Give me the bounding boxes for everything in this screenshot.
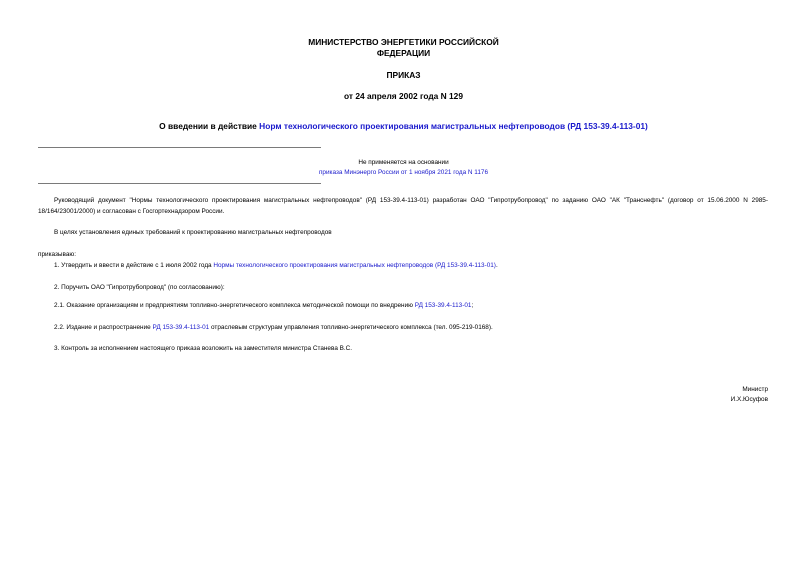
- order-item-1-end: .: [495, 262, 498, 269]
- divider-bottom: [38, 183, 321, 184]
- signature-name: И.Х.Юсуфов: [730, 396, 768, 403]
- repeal-order-link[interactable]: приказа Минэнерго России от 1 ноября 2021 года N 1176: [318, 169, 489, 176]
- order-item-2-2: [54, 322, 493, 333]
- status-notice-text: Не применяется на основании: [358, 159, 449, 166]
- divider-top: [38, 147, 321, 148]
- order-item-3: 3. Контроль за исполнением настоящего приказа возложить на заместителя министра Станева В.С.: [54, 345, 353, 352]
- ministry-line-2: ФЕДЕРАЦИИ: [376, 48, 431, 58]
- order-item-2-1-rd-link[interactable]: РД 153-39.4-113-01: [414, 302, 472, 309]
- ministry-name: [0, 37, 807, 59]
- signature-position: Министр: [742, 386, 768, 393]
- document-date: от 24 апреля 2002 года N 129: [344, 91, 463, 101]
- order-item-2-1-text: 2.1. Оказание организациям и предприятиям топливно-энергетического комплекса методической помощи по внедрению: [54, 302, 415, 309]
- orders-paragraph: приказываю:: [38, 251, 76, 258]
- ministry-line-1: МИНИСТЕРСТВО ЭНЕРГЕТИКИ РОССИЙСКОЙ: [308, 37, 499, 47]
- goal-paragraph: В целях установления единых требований к проектированию магистральных нефтепроводов: [54, 229, 332, 236]
- title-norms-link[interactable]: Норм технологического проектирования магистральных нефтепроводов (РД 153-39.4-113-01): [259, 121, 648, 131]
- document-type: ПРИКАЗ: [386, 70, 421, 80]
- title-prefix: О введении в действие: [159, 121, 260, 131]
- status-notice-link-line: [0, 168, 807, 178]
- order-item-2-2-text: 2.2. Издание и распространение: [54, 324, 153, 331]
- order-item-2: 2. Поручить ОАО "Гипротрубопровод" (по согласованию):: [54, 284, 225, 291]
- intro-paragraph: Руководящий документ "Нормы технологического проектирования магистральных нефтепроводов" (РД 153-39.4-113-01) разработан ОАО "Гипротрубопровод" по заданию ОАО "АК "Транснефть" (договор от 15.06.2000 N 2985-18/164/23001/2000) и согласован с Госгортехнадзором России.: [38, 197, 768, 215]
- order-item-1-text: 1. Утвердить и ввести в действие с 1 июля 2002 года: [54, 262, 214, 269]
- order-item-2-2-end: отраслевым структурам управления топливно-энергетического комплекса (тел. 095-219-0168).: [209, 324, 493, 331]
- order-item-1: [54, 260, 498, 271]
- order-item-2-1-end: ;: [471, 302, 474, 309]
- order-item-1-norms-link[interactable]: Нормы технологического проектирования магистральных нефтепроводов (РД 153-39.4-113-01): [213, 262, 496, 269]
- order-item-2-2-rd-link[interactable]: РД 153-39.4-113-01: [152, 324, 210, 331]
- document-title: [0, 121, 807, 132]
- order-item-2-1: [54, 300, 473, 311]
